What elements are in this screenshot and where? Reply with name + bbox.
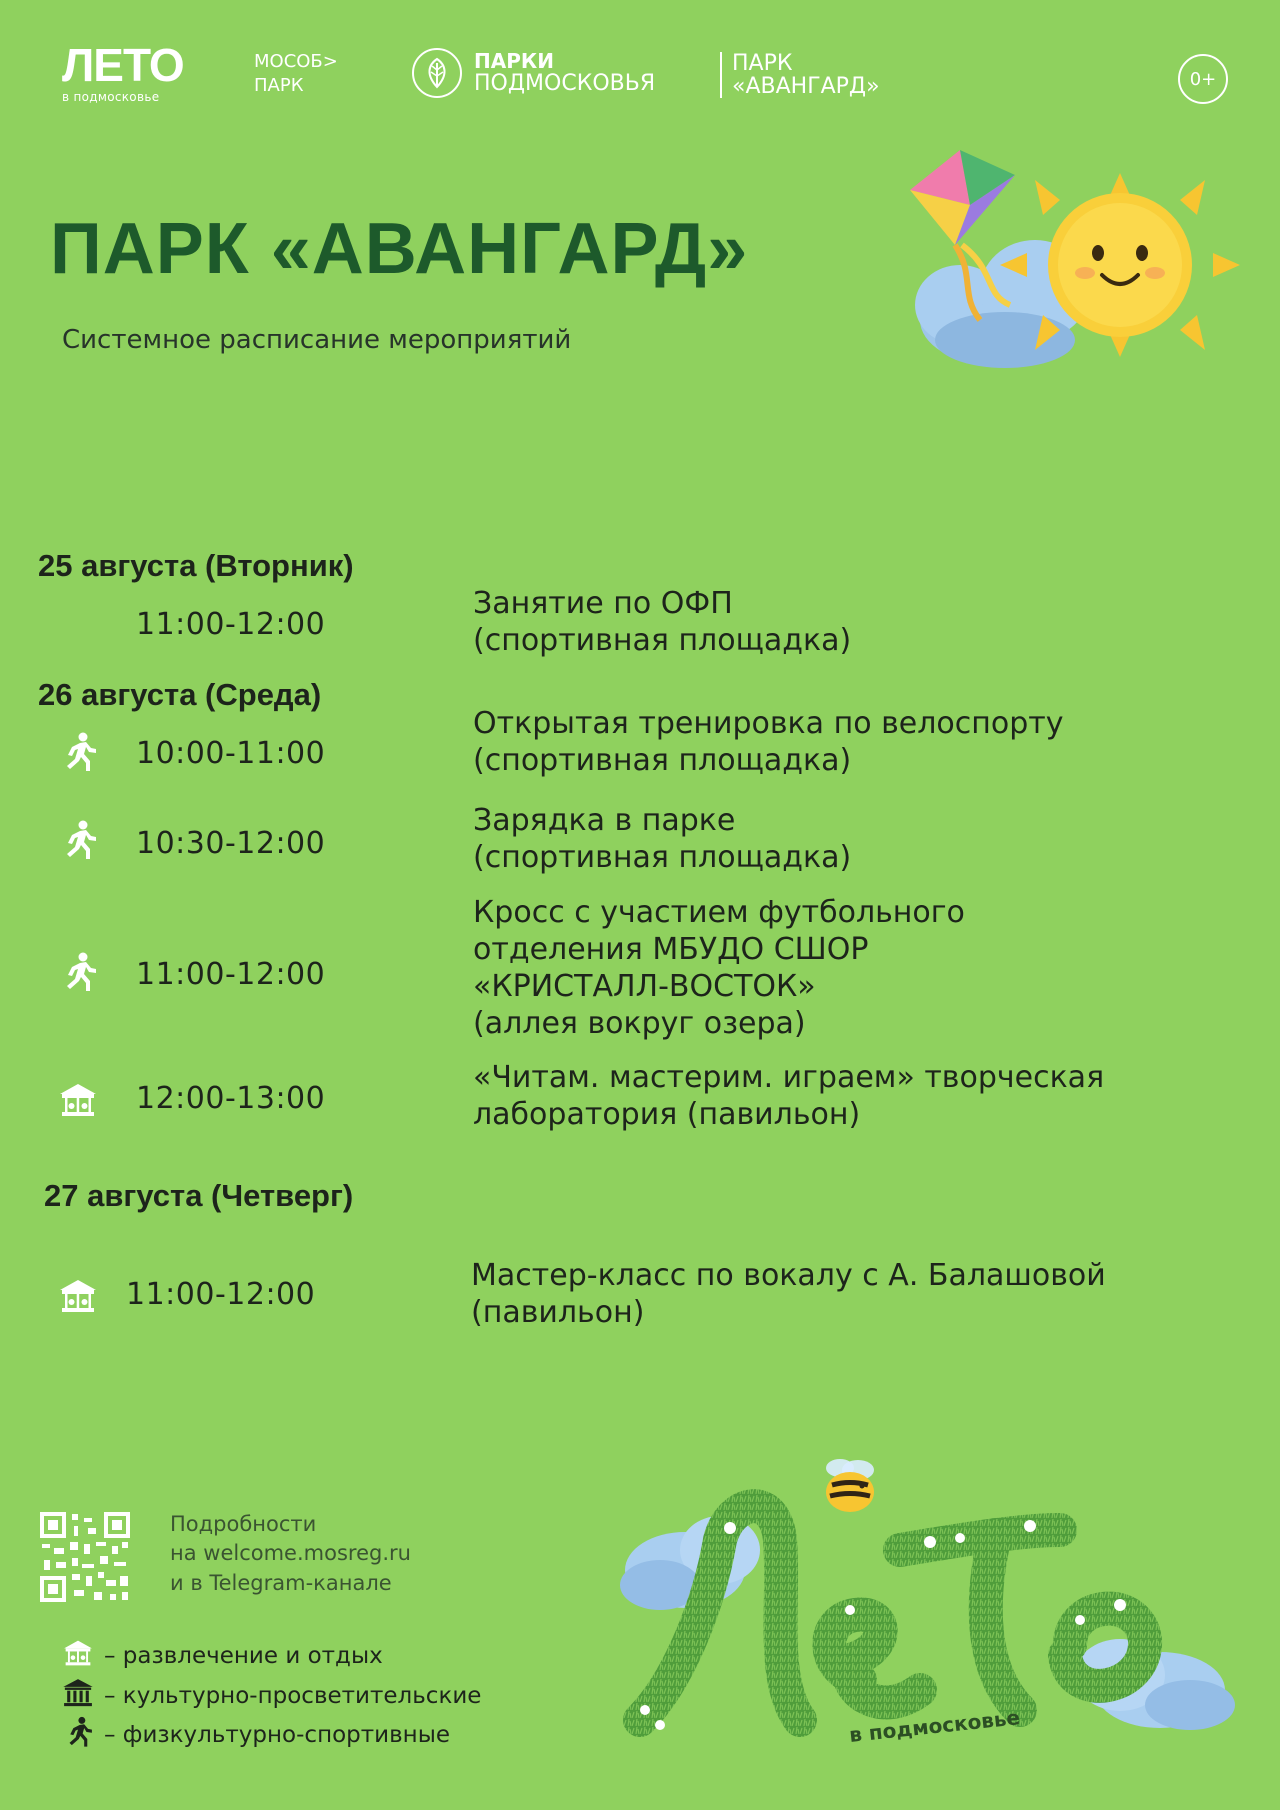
event-description bbox=[473, 586, 851, 660]
museum-icon bbox=[60, 1676, 96, 1716]
leto-art-caption: в подмосковье bbox=[848, 1705, 1022, 1747]
park-avangard-logo bbox=[720, 52, 880, 98]
event-line: Занятие по ОФП bbox=[473, 586, 733, 621]
event-time: 10:00-11:00 bbox=[136, 736, 326, 771]
leaf-icon bbox=[412, 48, 462, 98]
carousel-icon bbox=[56, 1274, 100, 1318]
event-line: «КРИСТАЛЛ-ВОСТОК» bbox=[473, 968, 816, 1004]
day-heading: 27 августа (Четверг) bbox=[44, 1178, 354, 1213]
day-heading: 26 августа (Среда) bbox=[38, 677, 322, 712]
kite-sun-illustration bbox=[900, 145, 1250, 385]
event-line: Кросс с участием футбольного bbox=[473, 895, 965, 930]
event-line: (аллея вокруг озера) bbox=[473, 1005, 806, 1041]
legend-label: – физкультурно-спортивные bbox=[104, 1722, 451, 1748]
leto-logo-text: ЛЕТО bbox=[62, 39, 184, 91]
event-description bbox=[473, 1060, 1104, 1134]
carousel-icon bbox=[60, 1636, 96, 1676]
event-line: Мастер-класс по вокалу с А. Балашовой bbox=[471, 1258, 1106, 1293]
leto-logo-subtext: в подмосковье bbox=[62, 90, 160, 104]
page-subtitle: Системное расписание мероприятий bbox=[62, 325, 572, 355]
event-description bbox=[473, 706, 1064, 780]
leto-logo bbox=[62, 39, 184, 104]
legend-item-culture bbox=[60, 1676, 481, 1716]
running-icon bbox=[56, 950, 100, 994]
legend-item-entertainment bbox=[60, 1636, 383, 1676]
parki-logo-line2: ПОДМОСКОВЬЯ bbox=[474, 70, 656, 96]
running-icon bbox=[56, 730, 100, 774]
event-line: «Читам. мастерим. играем» творческая bbox=[473, 1060, 1105, 1095]
event-line: лаборатория (павильон) bbox=[473, 1096, 861, 1132]
running-icon bbox=[56, 818, 100, 862]
info-text bbox=[170, 1510, 411, 1598]
mosoblpark-line1: МОСОБ> bbox=[254, 51, 338, 72]
info-line: Подробности bbox=[170, 1512, 317, 1536]
bee-icon bbox=[826, 1459, 874, 1512]
parki-podmoskovya-logo bbox=[412, 48, 655, 98]
event-description bbox=[473, 803, 851, 877]
event-time: 11:00-12:00 bbox=[136, 607, 326, 642]
event-line: (спортивная площадка) bbox=[473, 742, 852, 778]
event-time: 12:00-13:00 bbox=[136, 1081, 326, 1116]
park-logo-line2: «АВАНГАРД» bbox=[732, 74, 880, 100]
park-logo-line1: ПАРК bbox=[732, 51, 793, 76]
info-line: и в Telegram-канале bbox=[170, 1570, 392, 1595]
event-description bbox=[471, 1258, 1106, 1332]
carousel-icon bbox=[56, 1078, 100, 1122]
page-title: ПАРК «АВАНГАРД» bbox=[50, 209, 749, 289]
legend-label: – развлечение и отдых bbox=[104, 1643, 383, 1669]
mosoblpark-line2: ПАРК bbox=[254, 75, 304, 97]
event-time: 11:00-12:00 bbox=[126, 1277, 316, 1312]
age-rating-badge: 0+ bbox=[1178, 54, 1228, 104]
event-line: (спортивная площадка) bbox=[473, 839, 852, 875]
event-time: 11:00-12:00 bbox=[136, 957, 326, 992]
legend-label: – культурно-просветительские bbox=[104, 1683, 482, 1709]
event-description bbox=[473, 895, 965, 1043]
event-time: 10:30-12:00 bbox=[136, 826, 326, 861]
event-line: (павильон) bbox=[471, 1294, 645, 1330]
qr-code[interactable] bbox=[40, 1512, 130, 1602]
event-line: (спортивная площадка) bbox=[473, 622, 852, 658]
event-line: Зарядка в парке bbox=[473, 803, 736, 838]
running-icon bbox=[60, 1715, 96, 1755]
event-line: отделения МБУДО СШОР bbox=[473, 931, 869, 967]
event-line: Открытая тренировка по велоспорту bbox=[473, 706, 1064, 741]
info-line: на welcome.mosreg.ru bbox=[170, 1541, 411, 1566]
mosoblpark-logo bbox=[254, 50, 338, 99]
legend-item-sport bbox=[60, 1715, 450, 1755]
day-heading: 25 августа (Вторник) bbox=[38, 548, 354, 583]
leto-grass-illustration bbox=[600, 1430, 1240, 1780]
parki-logo-line1: ПАРКИ bbox=[474, 48, 554, 73]
